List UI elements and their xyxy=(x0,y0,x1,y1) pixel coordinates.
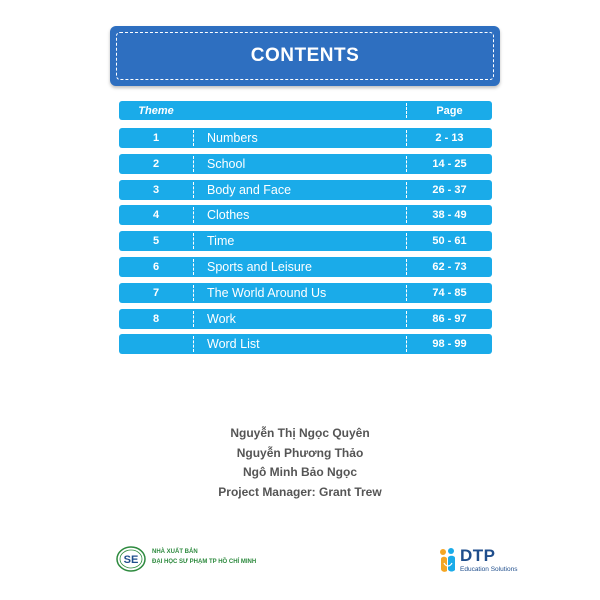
table-row xyxy=(119,128,492,148)
column-divider xyxy=(193,182,194,198)
row-pages: 26 - 37 xyxy=(432,183,467,196)
column-divider xyxy=(193,311,194,327)
row-pages: 38 - 49 xyxy=(432,209,467,222)
column-divider xyxy=(193,285,194,301)
row-pages: 74 - 85 xyxy=(432,286,467,299)
row-theme: Time xyxy=(207,234,235,249)
dtp-name: DTP xyxy=(460,546,496,565)
dtp-block xyxy=(438,544,538,580)
row-number: 2 xyxy=(152,157,160,170)
row-theme: Body and Face xyxy=(207,182,292,197)
contents-table xyxy=(119,101,492,360)
column-divider xyxy=(193,130,194,146)
row-number xyxy=(119,334,193,354)
author-name: Ngô Minh Bảo Ngọc xyxy=(243,465,357,479)
banner-dashed-frame xyxy=(116,32,494,80)
header-theme: Theme xyxy=(138,104,174,117)
row-number: 1 xyxy=(152,132,160,144)
table-row xyxy=(119,309,492,329)
row-pages: 2 - 13 xyxy=(435,132,464,144)
table-row xyxy=(119,180,492,200)
row-pages: 62 - 73 xyxy=(432,260,467,273)
author-name: Nguyễn Thị Ngọc Quyên xyxy=(230,426,370,440)
column-divider xyxy=(193,207,194,223)
author-name: Nguyễn Phương Thảo xyxy=(236,445,364,460)
publisher-line2: ĐẠI HỌC SƯ PHẠM TP HỒ CHÍ MINH xyxy=(152,559,257,565)
table-row xyxy=(119,334,492,354)
author-credits xyxy=(0,424,600,502)
publisher-logo-text: SE xyxy=(123,554,139,566)
column-divider xyxy=(193,336,194,352)
dtp-logo-icon xyxy=(438,547,458,575)
project-manager: Project Manager: Grant Trew xyxy=(218,484,382,499)
row-theme: School xyxy=(207,156,246,171)
row-pages: 14 - 25 xyxy=(432,157,467,170)
dtp-subtitle: Education Solutions xyxy=(460,566,518,573)
row-number: 6 xyxy=(152,260,160,273)
contents-banner xyxy=(110,26,500,86)
row-number: 5 xyxy=(152,235,160,248)
row-number: 8 xyxy=(152,312,160,325)
row-pages: 50 - 61 xyxy=(432,235,467,248)
row-theme: Sports and Leisure xyxy=(207,259,312,274)
table-row xyxy=(119,257,492,277)
row-theme: Clothes xyxy=(207,208,250,223)
table-row xyxy=(119,205,492,225)
row-number: 3 xyxy=(152,183,160,196)
row-pages: 86 - 97 xyxy=(432,312,467,325)
column-divider xyxy=(193,233,194,249)
table-row xyxy=(119,283,492,303)
row-theme: Numbers xyxy=(207,131,258,145)
row-theme: Work xyxy=(207,311,236,326)
column-divider xyxy=(193,156,194,172)
publisher-logo-icon xyxy=(116,546,146,572)
row-theme: The World Around Us xyxy=(207,285,327,300)
row-theme: Word List xyxy=(207,337,260,352)
table-row xyxy=(119,154,492,174)
publisher-line1: NHÀ XUẤT BẢN xyxy=(152,549,198,555)
row-number: 4 xyxy=(152,209,160,222)
row-pages: 98 - 99 xyxy=(432,338,467,351)
row-number: 7 xyxy=(152,286,160,299)
column-divider xyxy=(193,259,194,275)
page-title: CONTENTS xyxy=(250,45,360,66)
table-header xyxy=(119,101,492,120)
publisher-block xyxy=(116,544,316,574)
table-row xyxy=(119,231,492,251)
header-page: Page xyxy=(436,104,463,117)
